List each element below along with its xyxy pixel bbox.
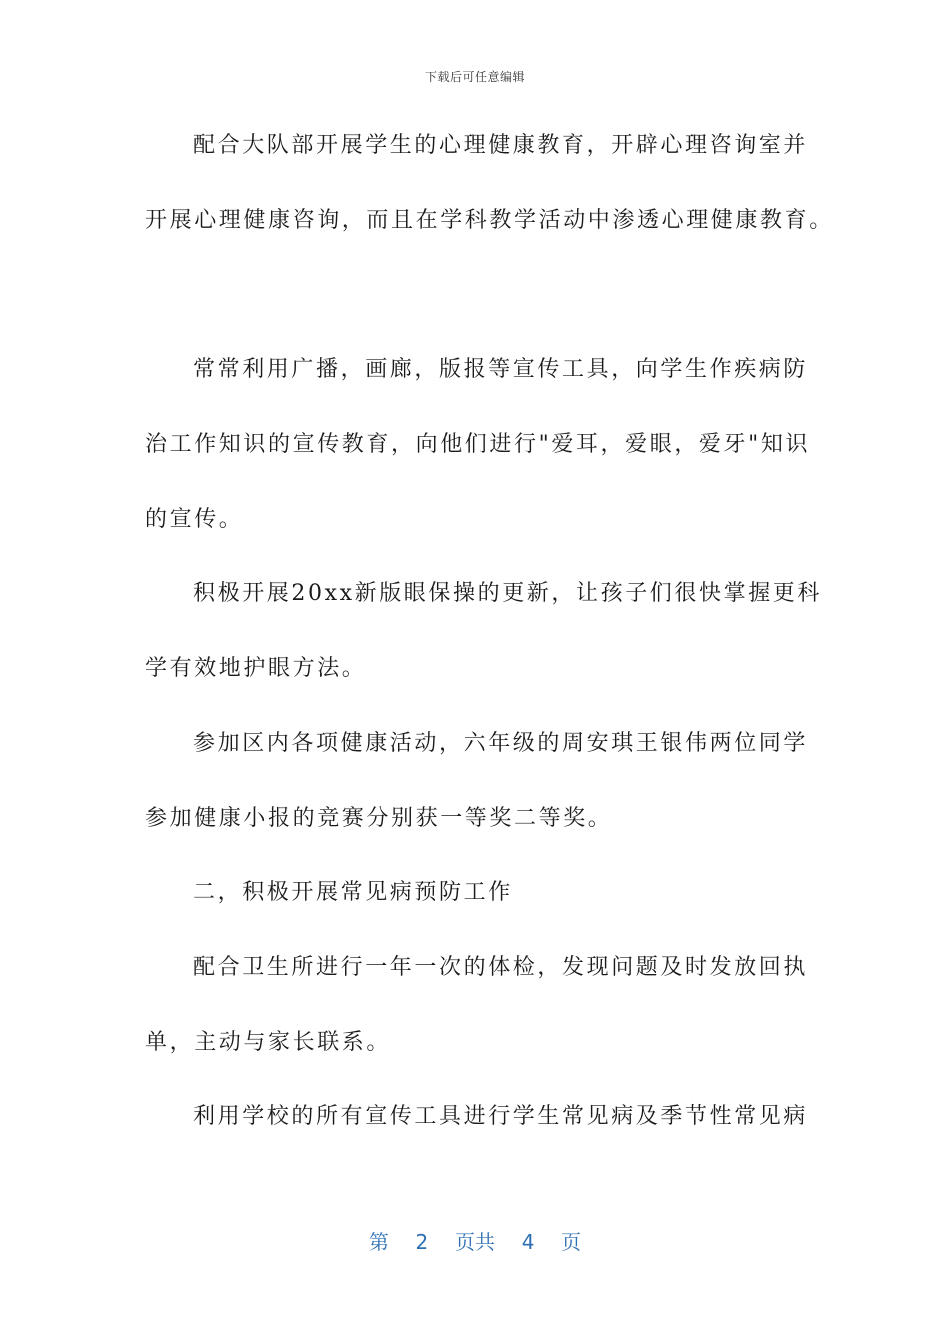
paragraph-line: 积极开展20xx新版眼保操的更新，让孩子们很快掌握更科 — [193, 581, 823, 606]
paragraph-line: 配合卫生所进行一年一次的体检，发现问题及时发放回执 — [193, 955, 809, 980]
paragraph-line: 单，主动与家长联系。 — [145, 1030, 392, 1055]
paragraph-line: 参加区内各项健康活动，六年级的周安琪王银伟两位同学 — [193, 731, 809, 756]
paragraph-line: 利用学校的所有宣传工具进行学生常见病及季节性常见病 — [193, 1104, 809, 1129]
page-footer — [0, 1226, 950, 1255]
paragraph-line: 开展心理健康咨询，而且在学科教学活动中渗透心理健康教育。 — [145, 208, 834, 233]
page-header: 下载后可任意编辑 — [424, 70, 525, 84]
section-heading: 二，积极开展常见病预防工作 — [193, 880, 513, 905]
footer-suffix: 页 — [561, 1230, 582, 1254]
footer-middle: 页共 — [455, 1230, 495, 1254]
footer-current-page: 2 — [415, 1230, 429, 1254]
paragraph-line: 治工作知识的宣传教育，向他们进行"爱耳，爱眼，爱牙"知识 — [145, 432, 811, 457]
footer-total-pages: 4 — [521, 1230, 535, 1254]
paragraph-line: 配合大队部开展学生的心理健康教育，开辟心理咨询室并 — [193, 133, 809, 158]
paragraph-line: 参加健康小报的竞赛分别获一等奖二等奖。 — [145, 806, 613, 831]
footer-prefix: 第 — [368, 1230, 389, 1254]
paragraph-line: 常常利用广播，画廊，版报等宣传工具，向学生作疾病防 — [193, 357, 809, 382]
paragraph-line: 学有效地护眼方法。 — [145, 656, 367, 681]
paragraph-line: 的宣传。 — [145, 507, 244, 532]
